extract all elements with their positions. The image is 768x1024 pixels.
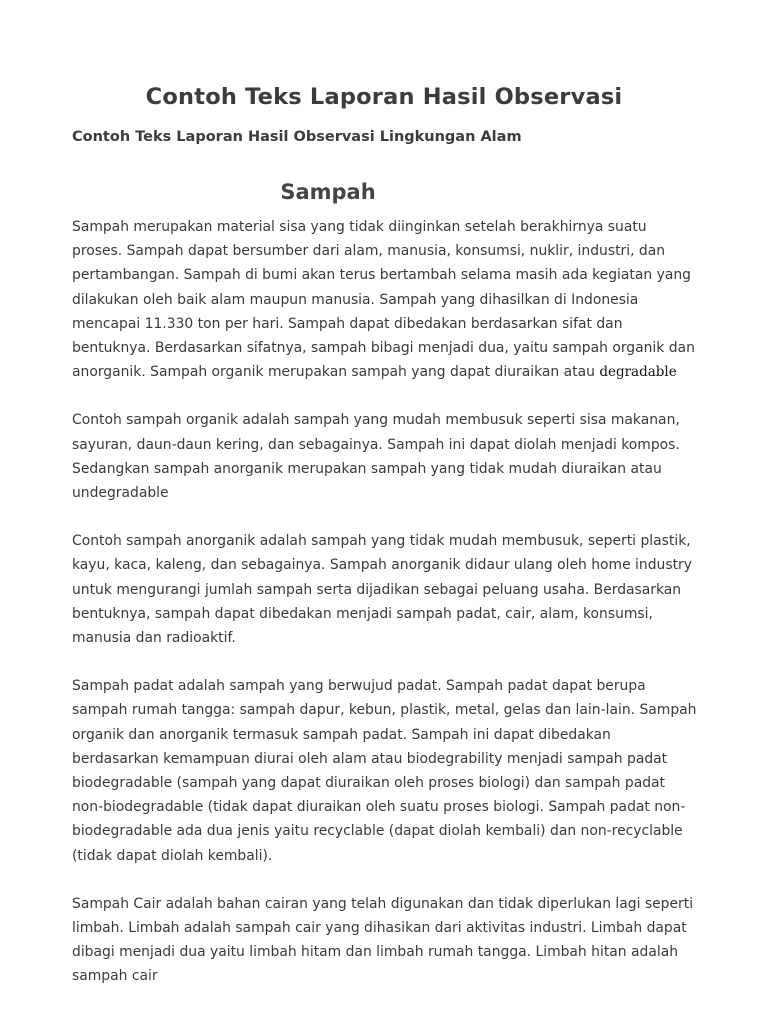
document-title: Contoh Teks Laporan Hasil Observasi [145,84,623,110]
paragraph-5: Sampah Cair adalah bahan cairan yang telah digunakan dan tidak diperlukan lagi seperti limbah. Limbah adalah sampah cair yang dihasikan dari aktivitas industri. Limbah dapat dibagi menjadi dua yaitu limbah hitam dan limbah rumah tangga. Limbah hitan adalah sampah cair [72,895,694,985]
paragraph-1-term: degradable [599,364,677,381]
paragraph-1-text: Sampah merupakan material sisa yang tidak diinginkan setelah berakhirnya suatu proses. Sampah dapat bersumber dari alam, manusia, konsumsi, nuklir, industri, dan pertambangan. Sampah di bumi akan terus bertambah selama masih ada kegiatan yang dilakukan oleh baik alam maupun manusia. Sampah yang dihasilkan di Indonesia mencapai 11.330 ton per hari. Sampah dapat dibedakan berdasarkan sifat dan bentuknya. Berdasarkan sifatnya, sampah bibagi menjadi dua, yaitu sampah organik dan anorganik. Sampah organik merupakan sampah yang dapat diuraikan atau [72,219,695,381]
paragraph-4: Sampah padat adalah sampah yang berwujud padat. Sampah padat dapat berupa sampah rumah tangga: sampah dapur, kebun, plastik, metal, gelas dan lain-lain. Sampah organik dan anorganik termasuk sampah padat. Sampah ini dapat dibedakan berdasarkan kemampuan diurai oleh alam atau biodegrability menjadi sampah padat biodegradable (sampah yang dapat diuraikan oleh proses biologi) dan sampah padat non-biodegradable (tidak dapat diuraikan oleh suatu proses biologi. Sampah padat non-biodegradable ada dua jenis yaitu recyclable (dapat diolah kembali) dan non-recyclable (tidak dapat diolah kembali). [72,678,697,864]
paragraph-2: Contoh sampah organik adalah sampah yang mudah membusuk seperti sisa makanan, sayuran, daun-daun kering, dan sebagainya. Sampah ini dapat diolah menjadi kompos. Sedangkan sampah anorganik merupakan sampah yang tidak mudah diuraikan atau undegradable [72,412,680,502]
paragraph-1 [72,215,700,384]
document-subtitle: Contoh Teks Laporan Hasil Observasi Lingkungan Alam [72,129,522,145]
section-heading: Sampah [280,180,376,204]
body-text [72,215,700,1013]
paragraph-3: Contoh sampah anorganik adalah sampah yang tidak mudah membusuk, seperti plastik, kayu, kaca, kaleng, dan sebagainya. Sampah anorganik didaur ulang oleh home industry untuk mengurangi jumlah sampah serta dijadikan sebagai peluang usaha. Berdasarkan bentuknya, sampah dapat dibedakan menjadi sampah padat, cair, alam, konsumsi, manusia dan radioaktif. [72,533,692,647]
